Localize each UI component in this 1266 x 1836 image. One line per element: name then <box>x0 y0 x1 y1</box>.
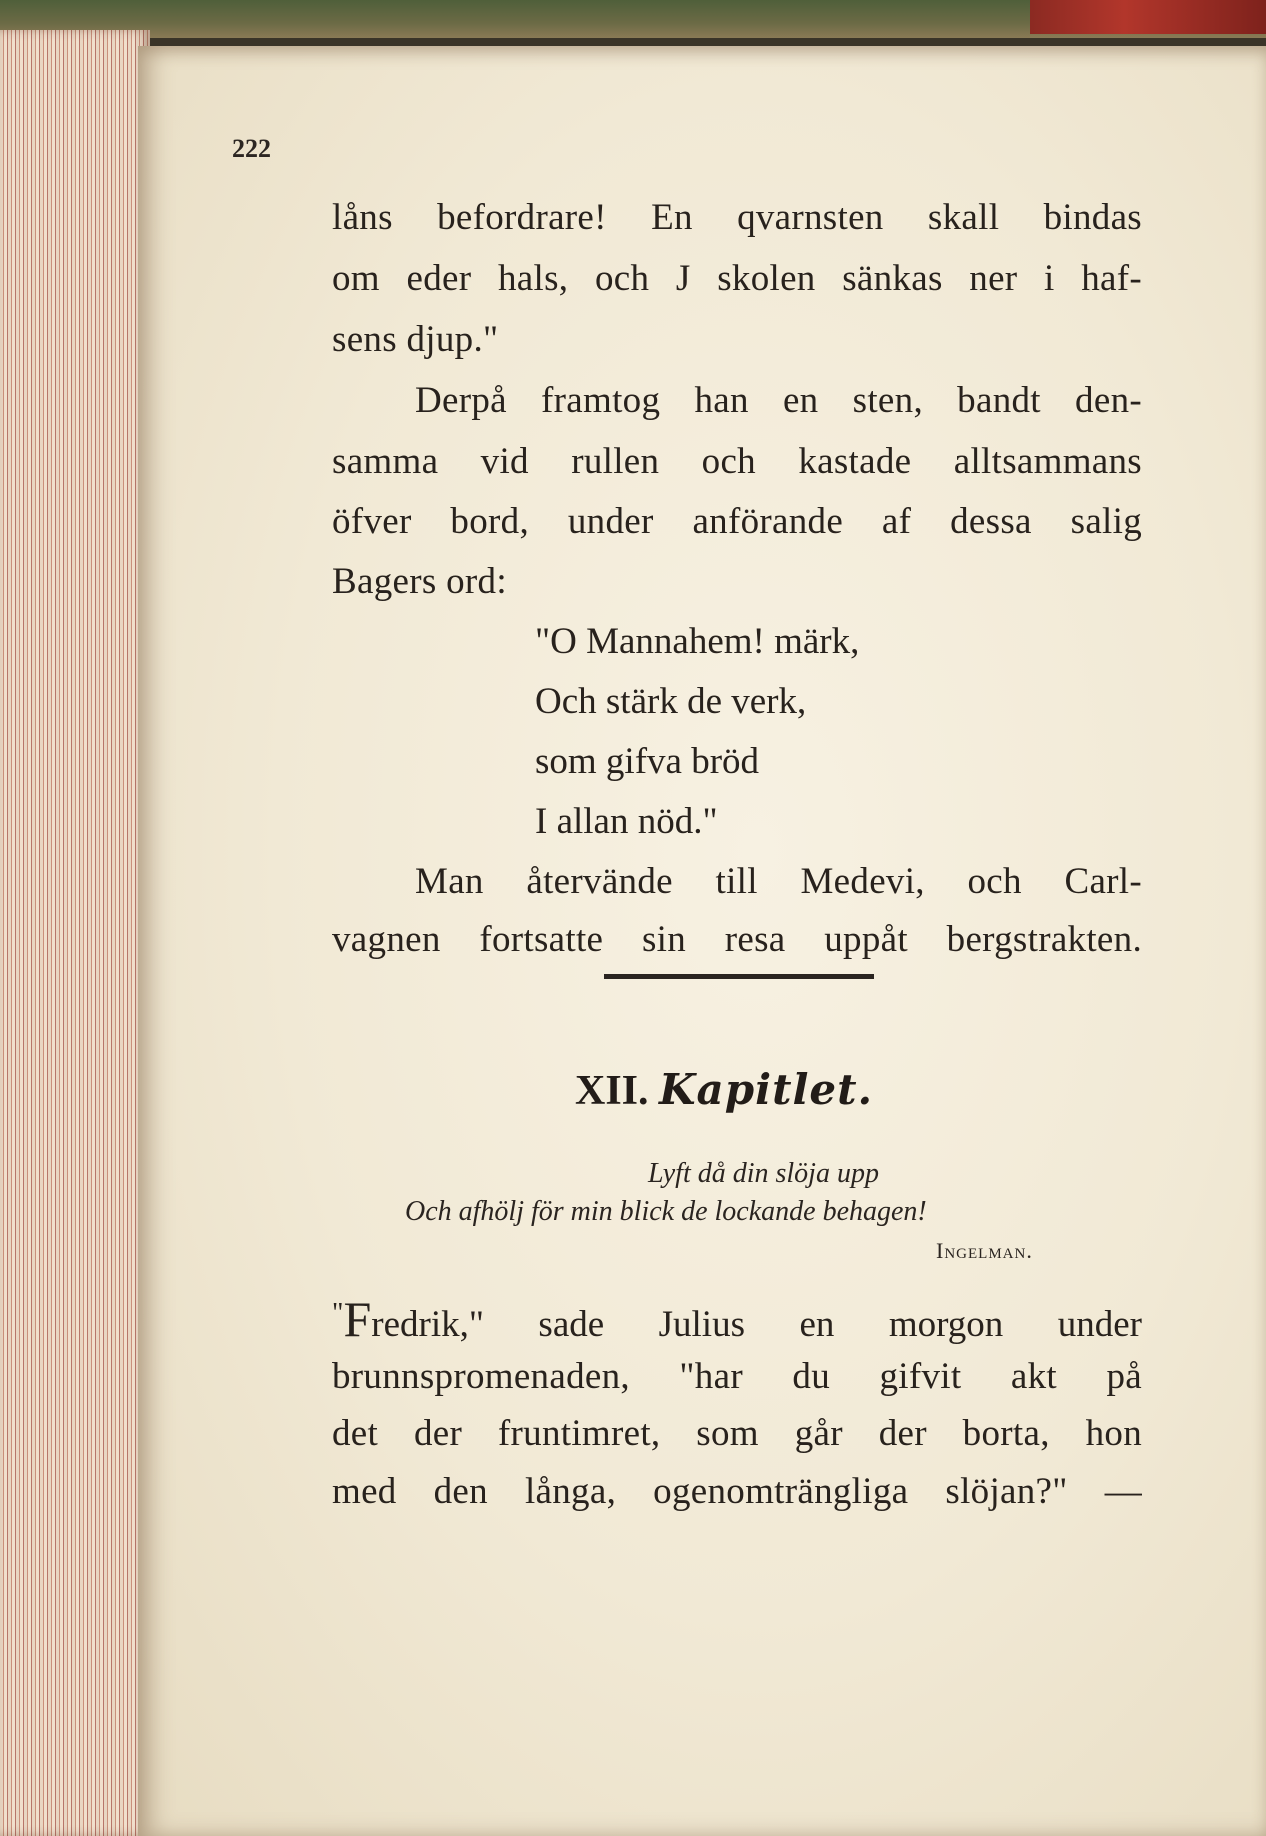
text-line: om eder hals, och J skolen sänkas ner i haf- <box>332 258 1142 299</box>
text-line: öfver bord, under anförande af dessa salig <box>332 501 1142 542</box>
text-line: Bagers ord: <box>332 561 507 602</box>
epigraph-line: Lyft då din slöja upp <box>648 1158 879 1189</box>
text-line: det der fruntimret, som går der borta, hon <box>332 1413 1142 1454</box>
text-line: Derpå framtog han en sten, bandt den- <box>415 380 1142 421</box>
epigraph-attribution: Ingelman. <box>936 1238 1033 1263</box>
verse-line: som gifva bröd <box>535 741 760 782</box>
opening-line-text: redrik," sade Julius en morgon under <box>371 1304 1142 1345</box>
opening-quote: " <box>332 1298 344 1329</box>
text-line: samma vid rullen och kastade alltsammans <box>332 441 1142 482</box>
chapter-number: XII. <box>575 1068 649 1114</box>
book-cover-corner <box>1030 0 1266 34</box>
text-line: sens djup." <box>332 319 499 360</box>
opening-line <box>332 1290 1142 1348</box>
verse-line: Och stärk de verk, <box>535 681 807 722</box>
text-line: vagnen fortsatte sin resa uppåt bergstrakten. <box>332 919 1142 960</box>
verse-line: "O Mannahem! märk, <box>535 621 860 662</box>
chapter-heading <box>575 1065 873 1115</box>
page-number: 222 <box>232 134 271 163</box>
text-line: låns befordrare! En qvarnsten skall bindas <box>332 197 1142 238</box>
page-edges <box>0 30 150 1836</box>
epigraph-line: Och afhölj för min blick de lockande behagen! <box>405 1196 927 1227</box>
section-divider <box>604 974 874 979</box>
text-line: Man återvände till Medevi, och Carl- <box>415 861 1142 902</box>
text-line: brunnspromenaden, "har du gifvit akt på <box>332 1356 1142 1397</box>
text-line: med den långa, ogenomträngliga slöjan?" — <box>332 1471 1142 1512</box>
chapter-title: Kapitlet. <box>659 1065 874 1114</box>
verse-line: I allan nöd." <box>535 801 718 842</box>
drop-cap: F <box>343 1291 372 1347</box>
